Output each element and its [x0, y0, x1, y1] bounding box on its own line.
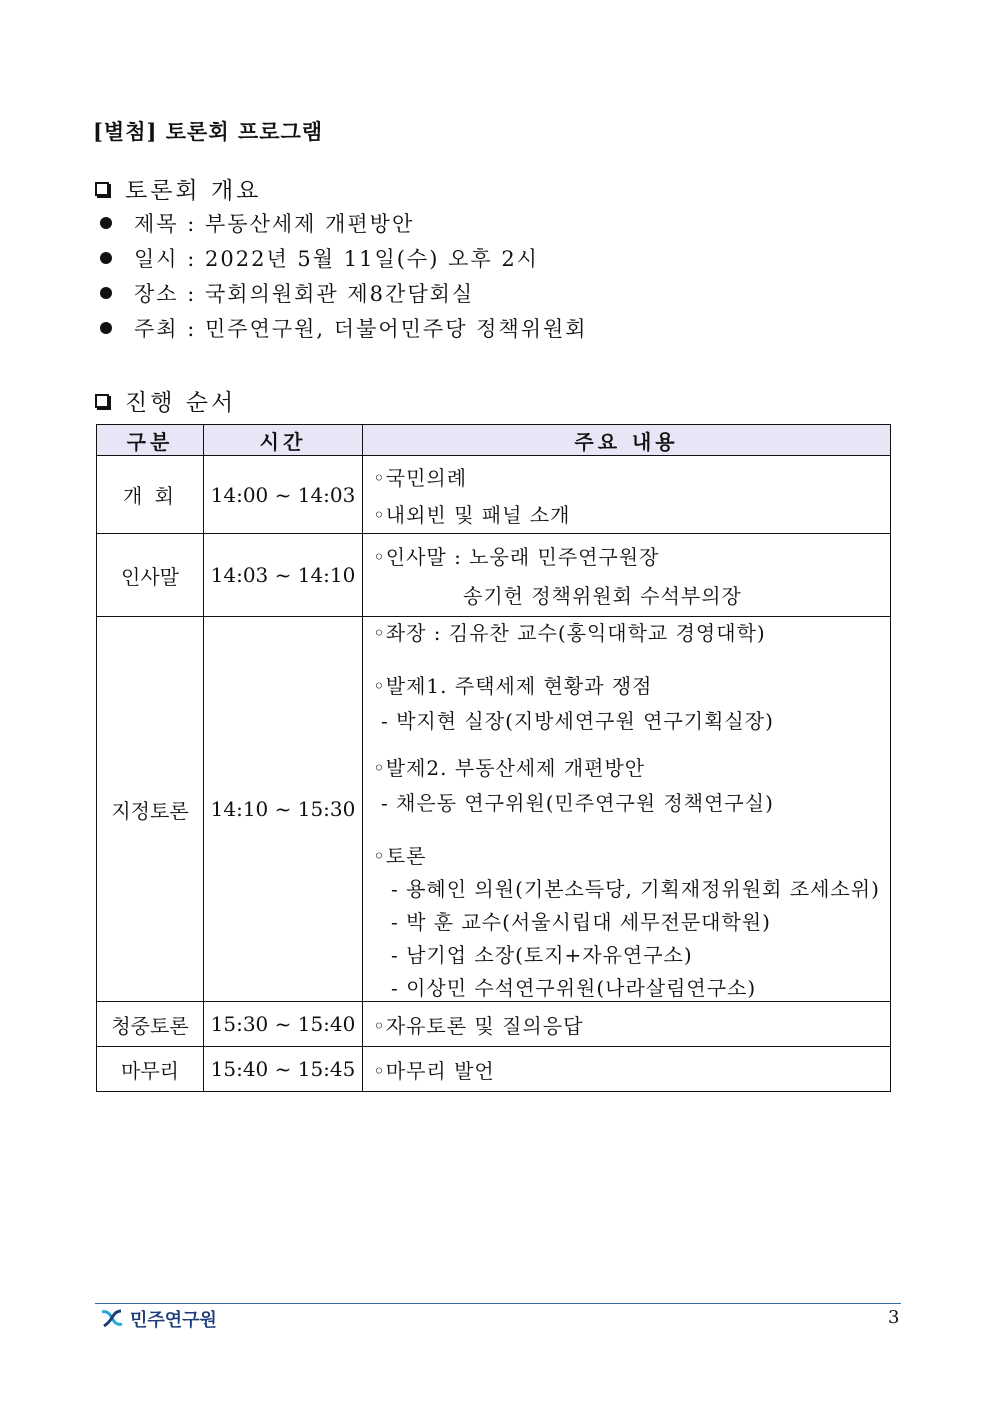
time-cell: 14:03 ~ 14:10	[204, 534, 363, 617]
content-cell	[363, 534, 891, 617]
checkbox-square-icon	[95, 394, 109, 408]
bullet-dot-icon	[100, 217, 112, 229]
attachment-title: [별첨] 토론회 프로그램	[93, 119, 324, 144]
schedule-heading-text: 진행 순서	[125, 390, 237, 416]
content-line: - 남기업 소장(토지+자유연구소)	[391, 943, 693, 967]
overview-item: 주최 : 민주연구원, 더불어민주당 정책위원회	[100, 313, 588, 343]
column-header: 구분	[97, 425, 204, 456]
logo-text: 민주연구원	[130, 1310, 217, 1331]
time-cell: 15:40 ~ 15:45	[204, 1047, 363, 1092]
column-header: 주요 내용	[363, 425, 891, 456]
content-line: - 박지현 실장(지방세연구원 연구기획실장)	[381, 709, 774, 733]
institute-logo-icon	[100, 1308, 124, 1330]
category-cell: 청중토론	[97, 1002, 204, 1047]
footer-logo	[100, 1306, 217, 1332]
bullet-dot-icon	[100, 252, 112, 264]
time-cell: 14:00 ~ 14:03	[204, 456, 363, 534]
content-line: - 박 훈 교수(서울시립대 세무전문대학원)	[391, 910, 771, 934]
content-line: ◦내외빈 및 패널 소개	[373, 502, 571, 527]
table-row	[97, 617, 891, 1002]
category-cell: 개 회	[97, 456, 204, 534]
category-cell: 지정토론	[97, 617, 204, 1002]
content-cell	[363, 456, 891, 534]
content-line: ◦인사말 : 노웅래 민주연구원장	[373, 545, 660, 569]
content-line: 송기헌 정책위원회 수석부의장	[463, 584, 742, 608]
content-line: ◦발제1. 주택세제 현황과 쟁점	[373, 674, 653, 698]
overview-item: 장소 : 국회의원회관 제8간담회실	[100, 278, 474, 308]
content-line: ◦토론	[373, 844, 427, 868]
table-row	[97, 1047, 891, 1092]
footer-divider	[95, 1303, 901, 1304]
content-cell	[363, 1002, 891, 1047]
overview-item: 일시 : 2022년 5월 11일(수) 오후 2시	[100, 243, 539, 273]
content-line: ◦좌장 : 김유찬 교수(홍익대학교 경영대학)	[373, 621, 766, 645]
column-header: 시간	[204, 425, 363, 456]
content-cell	[363, 617, 891, 1002]
bullet-dot-icon	[100, 287, 112, 299]
content-line: - 용혜인 의원(기본소득당, 기획재정위원회 조세소위)	[391, 877, 880, 901]
table-header-row	[97, 425, 891, 456]
checkbox-square-icon	[95, 182, 109, 196]
content-line: - 이상민 수석연구위원(나라살림연구소)	[391, 976, 757, 1000]
bullet-dot-icon	[100, 322, 112, 334]
schedule-table	[96, 424, 891, 1092]
overview-heading-text: 토론회 개요	[125, 178, 262, 204]
content-line: ◦국민의례	[373, 465, 468, 490]
schedule-heading	[95, 384, 236, 417]
overview-item: 제목 : 부동산세제 개편방안	[100, 208, 414, 238]
table-row	[97, 534, 891, 617]
content-line: ◦발제2. 부동산세제 개편방안	[373, 756, 646, 780]
content-cell	[363, 1047, 891, 1092]
category-cell: 인사말	[97, 534, 204, 617]
time-cell: 14:10 ~ 15:30	[204, 617, 363, 1002]
content-line: ◦마무리 발언	[373, 1058, 495, 1083]
content-line: - 채은동 연구위원(민주연구원 정책연구실)	[381, 791, 774, 815]
time-cell: 15:30 ~ 15:40	[204, 1002, 363, 1047]
table-row	[97, 1002, 891, 1047]
category-cell: 마무리	[97, 1047, 204, 1092]
table-row	[97, 456, 891, 534]
page-number: 3	[888, 1307, 900, 1328]
overview-heading	[95, 172, 261, 205]
content-line: ◦자유토론 및 질의응답	[373, 1013, 584, 1038]
